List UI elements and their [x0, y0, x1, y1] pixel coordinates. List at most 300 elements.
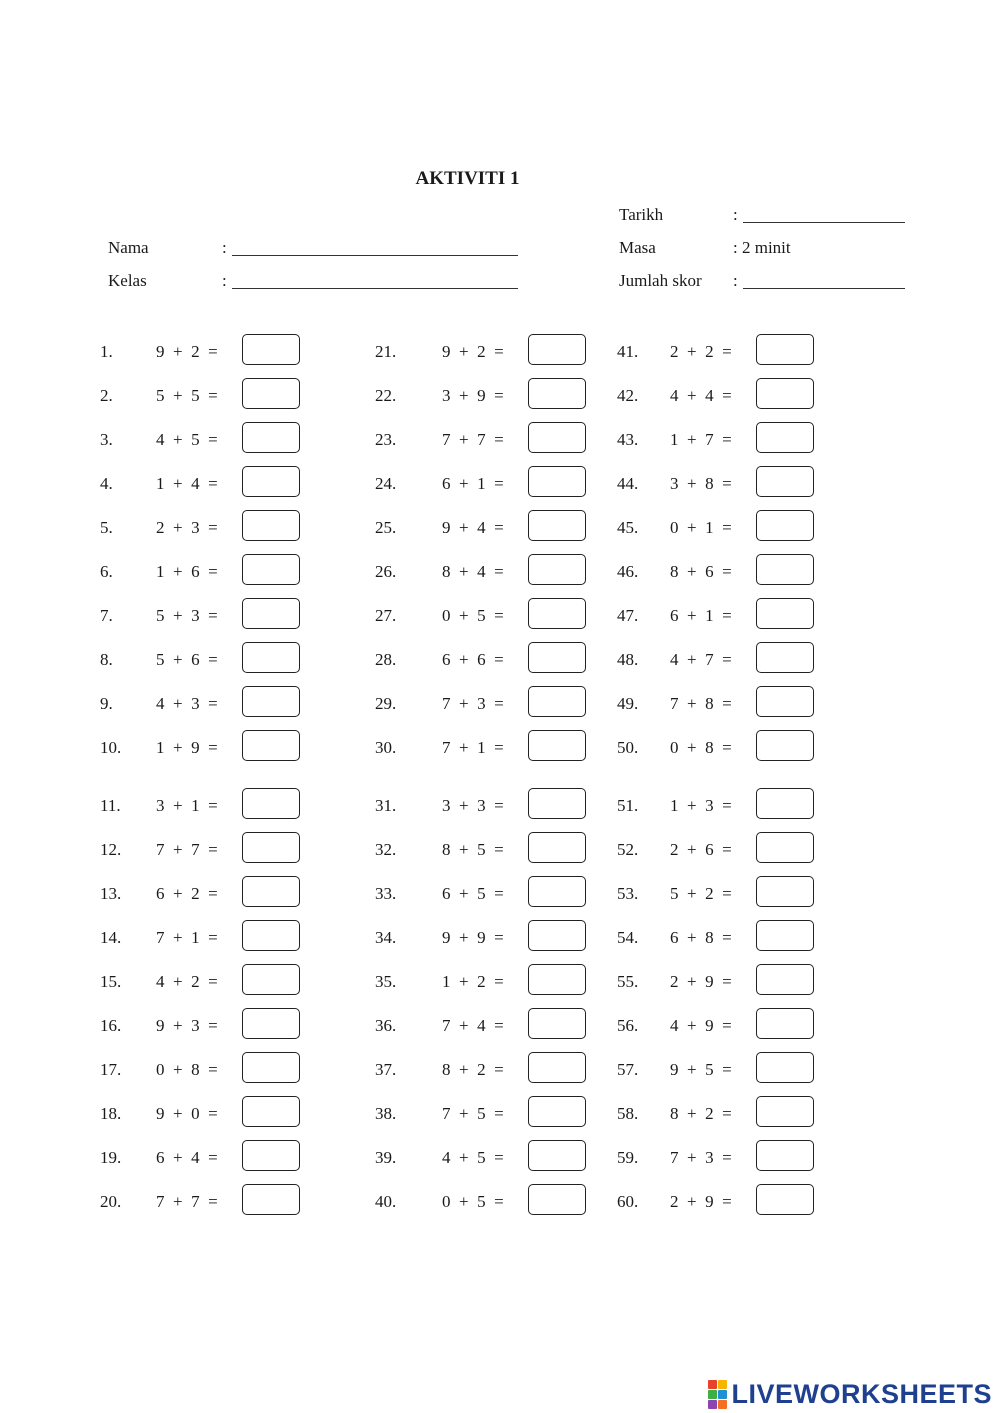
masa-field: [619, 238, 909, 260]
problem-expression: [442, 884, 504, 904]
liveworksheets-logo-icon: [708, 1380, 727, 1409]
equals-sign: =: [494, 1192, 504, 1211]
plus-operator: +: [459, 1060, 469, 1079]
plus-operator: +: [173, 474, 183, 493]
operand-b: 1: [477, 738, 486, 757]
plus-operator: +: [173, 518, 183, 537]
equals-sign: =: [722, 606, 732, 625]
problem-row: [617, 510, 877, 542]
problem-number: 52.: [617, 840, 639, 859]
problem-expression: [156, 884, 218, 904]
plus-operator: +: [687, 1192, 697, 1211]
operand-a: 2: [670, 342, 679, 361]
problem-expression: [156, 928, 218, 948]
operand-a: 8: [442, 840, 451, 859]
equals-sign: =: [494, 430, 504, 449]
problem-expression: [156, 1104, 218, 1124]
equals-sign: =: [494, 738, 504, 757]
operand-b: 9: [705, 1192, 714, 1211]
problem-expression: [670, 1060, 732, 1080]
plus-operator: +: [459, 972, 469, 991]
problem-expression: [442, 1104, 504, 1124]
problem-row: [98, 1052, 358, 1084]
problem-expression: [156, 796, 218, 816]
operand-b: 5: [191, 430, 200, 449]
operand-a: 1: [442, 972, 451, 991]
operand-a: 8: [670, 562, 679, 581]
problem-expression: [670, 518, 732, 538]
answer-box[interactable]: [756, 1096, 814, 1127]
equals-sign: =: [208, 928, 218, 947]
problem-number: 5.: [100, 518, 113, 537]
operand-a: 4: [156, 694, 165, 713]
answer-box[interactable]: [242, 1096, 300, 1127]
problem-row: [375, 1008, 635, 1040]
plus-operator: +: [173, 430, 183, 449]
problem-expression: [442, 694, 504, 714]
equals-sign: =: [208, 474, 218, 493]
operand-b: 2: [477, 1060, 486, 1079]
answer-box[interactable]: [756, 1008, 814, 1039]
operand-b: 8: [705, 928, 714, 947]
operand-a: 8: [442, 1060, 451, 1079]
plus-operator: +: [459, 738, 469, 757]
problem-expression: [670, 1104, 732, 1124]
problem-number: 59.: [617, 1148, 639, 1167]
answer-box[interactable]: [242, 334, 300, 365]
problem-number: 40.: [375, 1192, 397, 1211]
kelas-input-line[interactable]: [232, 288, 518, 289]
equals-sign: =: [722, 650, 732, 669]
operand-b: 7: [705, 650, 714, 669]
plus-operator: +: [687, 518, 697, 537]
problem-number: 4.: [100, 474, 113, 493]
answer-box[interactable]: [528, 378, 586, 409]
operand-a: 1: [156, 562, 165, 581]
operand-b: 3: [191, 518, 200, 537]
problem-expression: [156, 474, 218, 494]
answer-box[interactable]: [756, 554, 814, 585]
problem-expression: [442, 1060, 504, 1080]
plus-operator: +: [173, 1148, 183, 1167]
operand-a: 3: [156, 796, 165, 815]
problem-number: 33.: [375, 884, 397, 903]
equals-sign: =: [722, 972, 732, 991]
operand-b: 3: [477, 694, 486, 713]
equals-sign: =: [722, 1060, 732, 1079]
answer-box[interactable]: [528, 876, 586, 907]
problem-expression: [442, 518, 504, 538]
brand-wordmark: LIVEWORKSHEETS: [731, 1378, 992, 1409]
answer-box[interactable]: [528, 964, 586, 995]
problem-number: 3.: [100, 430, 113, 449]
operand-b: 8: [705, 694, 714, 713]
operand-a: 7: [442, 738, 451, 757]
answer-box[interactable]: [242, 964, 300, 995]
answer-box[interactable]: [528, 598, 586, 629]
problem-row: [617, 832, 877, 864]
operand-b: 4: [477, 518, 486, 537]
answer-box[interactable]: [756, 422, 814, 453]
problem-row: [617, 686, 877, 718]
masa-value: : 2 minit: [733, 238, 791, 257]
answer-box[interactable]: [242, 510, 300, 541]
problem-expression: [156, 972, 218, 992]
problem-row: [98, 334, 358, 366]
plus-operator: +: [687, 694, 697, 713]
operand-b: 8: [191, 1060, 200, 1079]
problem-row: [98, 876, 358, 908]
equals-sign: =: [722, 518, 732, 537]
operand-b: 6: [191, 650, 200, 669]
operand-a: 2: [670, 1192, 679, 1211]
problem-number: 22.: [375, 386, 397, 405]
operand-b: 8: [705, 474, 714, 493]
problem-expression: [670, 474, 732, 494]
problem-number: 39.: [375, 1148, 397, 1167]
operand-a: 2: [156, 518, 165, 537]
problem-number: 28.: [375, 650, 397, 669]
answer-box[interactable]: [528, 686, 586, 717]
answer-box[interactable]: [242, 466, 300, 497]
answer-box[interactable]: [756, 378, 814, 409]
operand-a: 6: [442, 650, 451, 669]
answer-box[interactable]: [528, 642, 586, 673]
plus-operator: +: [687, 738, 697, 757]
problem-number: 9.: [100, 694, 113, 713]
plus-operator: +: [687, 884, 697, 903]
answer-box[interactable]: [242, 1140, 300, 1171]
answer-box[interactable]: [756, 832, 814, 863]
answer-box[interactable]: [528, 1008, 586, 1039]
tarikh-label: Tarikh: [619, 205, 664, 224]
operand-b: 9: [191, 738, 200, 757]
jumlah-skor-input-line[interactable]: [743, 288, 905, 289]
answer-box[interactable]: [756, 686, 814, 717]
problem-number: 43.: [617, 430, 639, 449]
answer-box[interactable]: [756, 334, 814, 365]
plus-operator: +: [173, 884, 183, 903]
answer-box[interactable]: [242, 730, 300, 761]
jumlah-skor-colon: :: [733, 271, 738, 290]
problem-number: 8.: [100, 650, 113, 669]
logo-tile: [718, 1400, 727, 1409]
equals-sign: =: [494, 928, 504, 947]
problem-number: 11.: [100, 796, 121, 815]
operand-a: 3: [442, 386, 451, 405]
equals-sign: =: [208, 884, 218, 903]
nama-label: Nama: [108, 238, 149, 257]
answer-box[interactable]: [242, 686, 300, 717]
operand-a: 6: [670, 606, 679, 625]
plus-operator: +: [687, 342, 697, 361]
equals-sign: =: [494, 342, 504, 361]
problem-row: [375, 730, 635, 762]
problem-expression: [670, 928, 732, 948]
problem-expression: [442, 928, 504, 948]
answer-box[interactable]: [528, 554, 586, 585]
problem-row: [375, 554, 635, 586]
equals-sign: =: [208, 562, 218, 581]
equals-sign: =: [494, 796, 504, 815]
equals-sign: =: [208, 518, 218, 537]
answer-box[interactable]: [756, 1052, 814, 1083]
problem-expression: [442, 474, 504, 494]
problem-expression: [442, 562, 504, 582]
operand-a: 4: [156, 972, 165, 991]
operand-b: 9: [705, 1016, 714, 1035]
operand-a: 6: [442, 474, 451, 493]
plus-operator: +: [687, 474, 697, 493]
answer-box[interactable]: [242, 598, 300, 629]
problem-row: [375, 334, 635, 366]
operand-a: 7: [156, 928, 165, 947]
nama-input-line[interactable]: [232, 255, 518, 256]
problem-row: [375, 642, 635, 674]
problem-row: [617, 1052, 877, 1084]
problem-number: 16.: [100, 1016, 122, 1035]
equals-sign: =: [494, 1104, 504, 1123]
problem-expression: [670, 796, 732, 816]
problem-expression: [442, 606, 504, 626]
operand-b: 0: [191, 1104, 200, 1123]
operand-b: 2: [705, 1104, 714, 1123]
answer-box[interactable]: [528, 466, 586, 497]
answer-box[interactable]: [528, 510, 586, 541]
operand-b: 1: [705, 606, 714, 625]
problem-expression: [442, 1148, 504, 1168]
problem-expression: [670, 1148, 732, 1168]
problem-expression: [670, 972, 732, 992]
problem-expression: [442, 1192, 504, 1212]
problem-row: [98, 730, 358, 762]
operand-b: 6: [477, 650, 486, 669]
operand-a: 7: [156, 1192, 165, 1211]
problem-number: 7.: [100, 606, 113, 625]
operand-b: 2: [477, 342, 486, 361]
problem-row: [98, 788, 358, 820]
problem-number: 54.: [617, 928, 639, 947]
problem-expression: [670, 386, 732, 406]
problem-expression: [156, 1060, 218, 1080]
problem-expression: [156, 342, 218, 362]
equals-sign: =: [208, 1192, 218, 1211]
answer-box[interactable]: [528, 1052, 586, 1083]
problem-expression: [156, 386, 218, 406]
answer-box[interactable]: [242, 1052, 300, 1083]
operand-a: 7: [442, 1104, 451, 1123]
problem-expression: [442, 430, 504, 450]
problem-expression: [156, 738, 218, 758]
problem-row: [98, 1008, 358, 1040]
problem-row: [617, 788, 877, 820]
problem-expression: [442, 840, 504, 860]
operand-a: 3: [670, 474, 679, 493]
plus-operator: +: [173, 1016, 183, 1035]
operand-b: 4: [191, 474, 200, 493]
answer-box[interactable]: [242, 788, 300, 819]
page-title: AKTIVITI 1: [415, 168, 520, 189]
answer-box[interactable]: [528, 788, 586, 819]
problem-expression: [442, 342, 504, 362]
plus-operator: +: [173, 928, 183, 947]
answer-box[interactable]: [756, 598, 814, 629]
problem-expression: [670, 884, 732, 904]
equals-sign: =: [208, 1104, 218, 1123]
answer-box[interactable]: [242, 378, 300, 409]
answer-box[interactable]: [242, 876, 300, 907]
operand-b: 5: [477, 884, 486, 903]
plus-operator: +: [687, 1060, 697, 1079]
equals-sign: =: [722, 1192, 732, 1211]
problem-number: 44.: [617, 474, 639, 493]
answer-box[interactable]: [756, 1140, 814, 1171]
answer-box[interactable]: [528, 1140, 586, 1171]
plus-operator: +: [173, 972, 183, 991]
problem-row: [98, 920, 358, 952]
operand-a: 9: [442, 518, 451, 537]
problem-number: 56.: [617, 1016, 639, 1035]
answer-box[interactable]: [242, 920, 300, 951]
equals-sign: =: [494, 1016, 504, 1035]
problem-row: [375, 788, 635, 820]
plus-operator: +: [687, 606, 697, 625]
equals-sign: =: [494, 650, 504, 669]
operand-b: 3: [477, 796, 486, 815]
answer-box[interactable]: [528, 832, 586, 863]
problem-expression: [670, 606, 732, 626]
problem-row: [617, 730, 877, 762]
equals-sign: =: [494, 386, 504, 405]
plus-operator: +: [459, 840, 469, 859]
problem-row: [617, 422, 877, 454]
problem-number: 35.: [375, 972, 397, 991]
plus-operator: +: [173, 1192, 183, 1211]
problem-row: [98, 1140, 358, 1172]
problem-number: 42.: [617, 386, 639, 405]
operand-a: 4: [670, 386, 679, 405]
operand-b: 5: [477, 1192, 486, 1211]
equals-sign: =: [722, 386, 732, 405]
answer-box[interactable]: [756, 1184, 814, 1215]
answer-box[interactable]: [756, 964, 814, 995]
operand-b: 5: [705, 1060, 714, 1079]
problem-number: 1.: [100, 342, 113, 361]
problem-number: 27.: [375, 606, 397, 625]
answer-box[interactable]: [242, 554, 300, 585]
problem-number: 24.: [375, 474, 397, 493]
operand-b: 1: [705, 518, 714, 537]
operand-b: 9: [477, 386, 486, 405]
operand-b: 9: [705, 972, 714, 991]
plus-operator: +: [173, 386, 183, 405]
answer-box[interactable]: [756, 730, 814, 761]
equals-sign: =: [494, 840, 504, 859]
problem-row: [98, 1096, 358, 1128]
equals-sign: =: [722, 884, 732, 903]
problem-expression: [442, 796, 504, 816]
problem-number: 53.: [617, 884, 639, 903]
answer-box[interactable]: [528, 334, 586, 365]
answer-box[interactable]: [528, 1184, 586, 1215]
answer-box[interactable]: [756, 466, 814, 497]
operand-a: 5: [156, 606, 165, 625]
answer-box[interactable]: [528, 920, 586, 951]
problem-number: 2.: [100, 386, 113, 405]
operand-a: 9: [442, 928, 451, 947]
operand-a: 2: [670, 972, 679, 991]
plus-operator: +: [173, 1060, 183, 1079]
operand-b: 2: [477, 972, 486, 991]
answer-box[interactable]: [528, 422, 586, 453]
equals-sign: =: [722, 928, 732, 947]
problem-row: [617, 1008, 877, 1040]
plus-operator: +: [687, 796, 697, 815]
answer-box[interactable]: [528, 730, 586, 761]
kelas-label: Kelas: [108, 271, 147, 290]
answer-box[interactable]: [756, 642, 814, 673]
problem-number: 47.: [617, 606, 639, 625]
problem-row: [617, 378, 877, 410]
problem-expression: [156, 606, 218, 626]
problem-number: 46.: [617, 562, 639, 581]
answer-box[interactable]: [242, 1184, 300, 1215]
answer-box[interactable]: [242, 832, 300, 863]
answer-box[interactable]: [756, 920, 814, 951]
problem-row: [98, 832, 358, 864]
equals-sign: =: [494, 474, 504, 493]
problem-expression: [670, 562, 732, 582]
equals-sign: =: [494, 884, 504, 903]
plus-operator: +: [173, 1104, 183, 1123]
problem-number: 49.: [617, 694, 639, 713]
equals-sign: =: [722, 1104, 732, 1123]
tarikh-input-line[interactable]: [743, 222, 905, 223]
answer-box[interactable]: [756, 876, 814, 907]
answer-box[interactable]: [242, 1008, 300, 1039]
equals-sign: =: [208, 738, 218, 757]
equals-sign: =: [208, 1060, 218, 1079]
answer-box[interactable]: [756, 788, 814, 819]
plus-operator: +: [459, 928, 469, 947]
equals-sign: =: [208, 694, 218, 713]
answer-box[interactable]: [242, 422, 300, 453]
operand-a: 6: [156, 884, 165, 903]
problem-expression: [156, 562, 218, 582]
problem-row: [617, 642, 877, 674]
operand-a: 0: [442, 1192, 451, 1211]
problem-number: 12.: [100, 840, 122, 859]
problem-row: [617, 1096, 877, 1128]
plus-operator: +: [459, 694, 469, 713]
tarikh-colon: :: [733, 205, 738, 224]
operand-b: 3: [705, 1148, 714, 1167]
operand-b: 7: [705, 430, 714, 449]
operand-b: 5: [477, 840, 486, 859]
operand-a: 1: [670, 430, 679, 449]
problem-expression: [670, 1016, 732, 1036]
operand-b: 6: [705, 840, 714, 859]
problem-number: 17.: [100, 1060, 122, 1079]
answer-box[interactable]: [528, 1096, 586, 1127]
answer-box[interactable]: [242, 642, 300, 673]
equals-sign: =: [722, 342, 732, 361]
operand-b: 8: [705, 738, 714, 757]
problem-row: [617, 466, 877, 498]
answer-box[interactable]: [756, 510, 814, 541]
plus-operator: +: [459, 1148, 469, 1167]
equals-sign: =: [208, 430, 218, 449]
